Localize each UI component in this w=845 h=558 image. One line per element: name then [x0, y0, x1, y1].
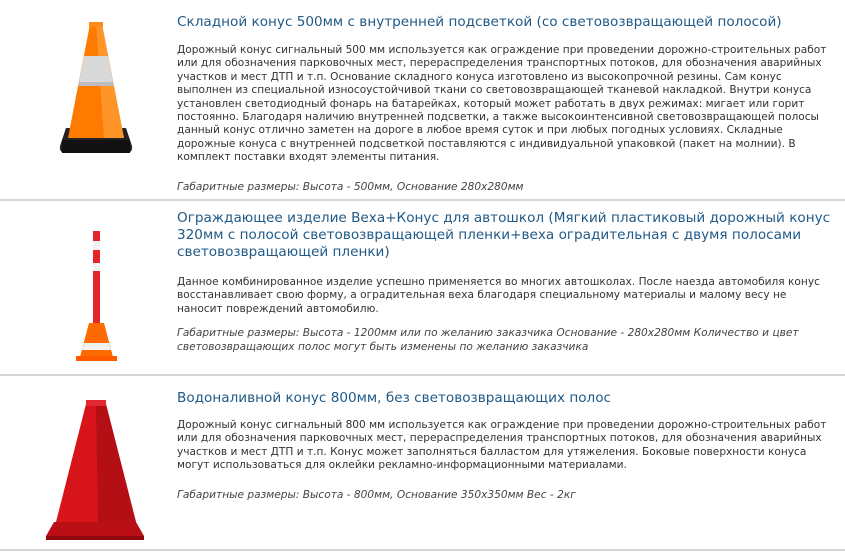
folding-cone-image [36, 20, 156, 160]
product-dimensions: Габаритные размеры: Высота - 500мм, Основание 280х280мм [177, 180, 524, 193]
product-title[interactable]: Складной конус 500мм с внутренней подсветкой (со световозвращающей полосой) [177, 14, 782, 30]
product-image-water-cone[interactable] [36, 394, 156, 544]
divider [0, 549, 845, 551]
water-cone-base-edge [46, 536, 144, 540]
product-dimensions: Габаритные размеры: Высота - 800мм, Основание 350х350мм Вес - 2кг [177, 488, 576, 501]
reflective-stripe-edge [78, 82, 114, 86]
small-cone-stripe [82, 343, 111, 350]
product-image-post-cone[interactable] [36, 227, 156, 367]
water-cone-base [46, 522, 144, 536]
water-cone-image [36, 394, 156, 544]
product-description: Дорожный конус сигнальный 500 мм используется как ограждение при проведении дорожно-строительных работ или для обозначения парковочных мест, перераспределения транспортных потоков, для обозначения аварийных участков и мест ДТП и т.п. Основание складного конуса изготовлено из высокопрочной резины. Сам конус выполнен из специальной износоустойчивой ткани со световозвращающей тканевой накладкой. Внутри конуса установлен светодиодный фонарь на батарейках, который может работать в двух режимах: мигает или горит постоянно. Благодаря наличию внутренней подсветки, а также высокоинтенсивной световозвращающей полосы данный конус отлично заметен на дороге в любое время суток и при любых погодных условиях. Складные дорожные конуса с внутренней подсветкой поставляются с индивидуальной упаковкой (пакет на молнии). В комплект поставки входят элементы питания. [177, 44, 827, 164]
cone-top [89, 22, 103, 27]
post-stripe-upper [93, 241, 100, 250]
reflective-stripe [79, 56, 113, 82]
post-stripe-lower [93, 263, 100, 271]
product-description: Данное комбинированное изделие успешно применяется во многих автошколах. После наезда автомобиля конус восстанавливает свою форму, а оградительная веха благодаря специальному материалы и малому весу не наносит повреждений автомобилю. [177, 276, 820, 315]
small-cone-base [76, 356, 117, 361]
small-cone-body [80, 323, 113, 357]
product-content [177, 14, 832, 194]
product-item-water-cone [0, 376, 845, 548]
product-item-post-cone [0, 201, 845, 375]
product-title[interactable]: Водоналивной конус 800мм, без световозвращающих полос [177, 390, 611, 406]
product-content [177, 390, 832, 502]
product-item-folding-cone [0, 0, 845, 200]
product-title[interactable]: Ограждающее изделие Веха+Конус для автошкол (Мягкий пластиковый дорожный конус 320мм с полосой световозвращающей пленки+веха оградительная с двумя полосами световозвращающей пленки) [177, 210, 831, 260]
product-dimensions: Габаритные размеры: Высота - 1200мм или по желанию заказчика Основание - 280х280мм Количество и цвет световозвращающих полос могут быть изменены по желанию заказчика [177, 327, 799, 353]
cone-base-shadow [62, 140, 130, 153]
product-content [177, 210, 832, 354]
product-image-folding-cone[interactable] [36, 20, 156, 160]
water-cone-cap [86, 400, 106, 406]
post-cone-image [36, 227, 156, 367]
water-cone-shade [96, 404, 136, 522]
product-description: Дорожный конус сигнальный 800 мм используется как ограждение при проведении дорожно-строительных работ или для обозначения парковочных мест, перераспределения транспортных потоков, для обозначения аварийных участков и мест ДТП и т.п. Конус может заполняться балластом для утяжеления. Боковые поверхности конуса могут использоваться для оклейки рекламно-информационными материалами. [177, 419, 827, 472]
